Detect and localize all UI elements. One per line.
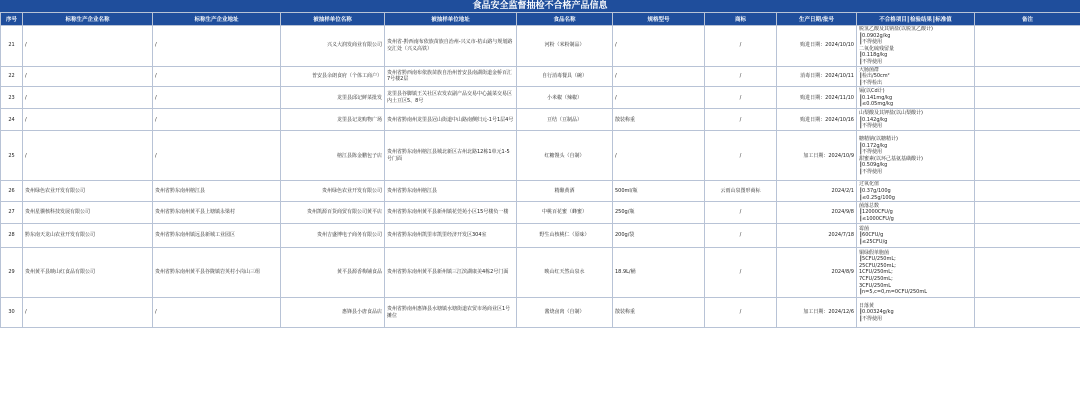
company-name: 贵州黄平县映山红食品有限公司 bbox=[23, 248, 153, 298]
brand: / bbox=[705, 131, 777, 181]
remarks bbox=[975, 224, 1080, 248]
food-name: 精酿黄酒 bbox=[517, 181, 613, 202]
sampled-unit: 兴义大润发商业有限公司 bbox=[281, 26, 385, 67]
header-sampled-address: 被抽样单位地址 bbox=[385, 13, 517, 26]
row-number: 29 bbox=[1, 248, 23, 298]
production-date: 2024/8/9 bbox=[777, 248, 857, 298]
spec: 250g/瓶 bbox=[613, 202, 705, 224]
company-name: / bbox=[23, 131, 153, 181]
company-address: / bbox=[153, 66, 281, 87]
spec: / bbox=[613, 131, 705, 181]
page-title: 食品安全监督抽检不合格产品信息 bbox=[0, 0, 1080, 12]
sampled-address: 龙里县谷脚镇王关社区农发农副产品交易中心蔬菜交易区内土豆区5、8号 bbox=[385, 87, 517, 109]
company-name: / bbox=[23, 109, 153, 131]
table-row bbox=[1, 298, 1080, 328]
row-number: 27 bbox=[1, 202, 23, 224]
company-address: 贵州省黔东南州黄平县谷陇镇岩英村小岗山三组 bbox=[153, 248, 281, 298]
spec: / bbox=[613, 66, 705, 87]
sampled-unit: 贵州吉盛博电子商务有限公司 bbox=[281, 224, 385, 248]
company-address: / bbox=[153, 298, 281, 328]
unqualified-result: 霉菌 ║60CFU/g ║≤25CFU/g bbox=[857, 224, 975, 248]
row-number: 22 bbox=[1, 66, 23, 87]
row-number: 26 bbox=[1, 181, 23, 202]
inspection-table bbox=[0, 12, 1080, 328]
sampled-unit: 龙里县邱记鲜菜批发 bbox=[281, 87, 385, 109]
header-unqualified-items: 不合格项目║检验结果║标准值 bbox=[857, 13, 975, 26]
sampled-unit: 龙里县记龙购物广场 bbox=[281, 109, 385, 131]
header-remarks: 备注 bbox=[975, 13, 1080, 26]
production-date: 加工日期：2024/12/6 bbox=[777, 298, 857, 328]
unqualified-result: 脱氢乙酸及其钠盐(以脱氢乙酸计) ║0.0902g/kg ║不得使用 二氧化硫残留量 ║0.118g/kg ║不得使用 bbox=[857, 26, 975, 67]
brand: / bbox=[705, 66, 777, 87]
food-name: 野生山核桃仁（原味） bbox=[517, 224, 613, 248]
food-name: 小米椒（辣椒） bbox=[517, 87, 613, 109]
table-row bbox=[1, 248, 1080, 298]
brand: / bbox=[705, 26, 777, 67]
production-date: 购进日期：2024/10/16 bbox=[777, 109, 857, 131]
company-name: 贵州绿色农业开发有限公司 bbox=[23, 181, 153, 202]
sampled-unit: 贵州凯源百货商贸有限公司黄平店 bbox=[281, 202, 385, 224]
production-date: 购进日期：2024/10/10 bbox=[777, 26, 857, 67]
remarks bbox=[975, 298, 1080, 328]
unqualified-result: 大肠菌群 ║检出/50cm² ║不得检出 bbox=[857, 66, 975, 87]
sampled-unit: 贵州绿色农业开发有限公司 bbox=[281, 181, 385, 202]
production-date: 购进日期：2024/11/10 bbox=[777, 87, 857, 109]
food-name: 自行消毒餐具（碗） bbox=[517, 66, 613, 87]
sampled-unit: 普安县余朗食府（个体工商户） bbox=[281, 66, 385, 87]
table-row bbox=[1, 26, 1080, 67]
header-no: 序号 bbox=[1, 13, 23, 26]
production-date: 2024/9/8 bbox=[777, 202, 857, 224]
header-spec: 规格型号 bbox=[613, 13, 705, 26]
sampled-address: 贵州省黔西南布依族苗族自治州普安县南湖街道金桥百汇7号楼2层 bbox=[385, 66, 517, 87]
company-address: 贵州省黔东南州镇远县新城工业园区 bbox=[153, 224, 281, 248]
sampled-address: 贵州省黔东南州黄平县新州镇三江滨湖康美4栋2号门面 bbox=[385, 248, 517, 298]
food-name: 豆结（豆制品） bbox=[517, 109, 613, 131]
remarks bbox=[975, 87, 1080, 109]
company-name: 贵州星骥核科技发展有限公司 bbox=[23, 202, 153, 224]
sampled-address: 贵州省-黔西南布依族苗族自治州-兴义市-桔山路与规划路交汇处（兴义高铁） bbox=[385, 26, 517, 67]
spec: 500ml/瓶 bbox=[613, 181, 705, 202]
brand: / bbox=[705, 87, 777, 109]
production-date: 2024/7/18 bbox=[777, 224, 857, 248]
unqualified-result: 过氧化值 ║0.37g/100g ║≤0.25g/100g bbox=[857, 181, 975, 202]
header-company-address: 标称生产企业地址 bbox=[153, 13, 281, 26]
food-name: 红糖馒头（自制） bbox=[517, 131, 613, 181]
company-address: / bbox=[153, 26, 281, 67]
spec: 200g/袋 bbox=[613, 224, 705, 248]
unqualified-result: 山梨酸及其钾盐(以山梨酸计) ║0.142g/kg ║不得使用 bbox=[857, 109, 975, 131]
spec: 18.9L/桶 bbox=[613, 248, 705, 298]
food-name: 河粉（米粉制品） bbox=[517, 26, 613, 67]
food-name: 映山红天然山泉水 bbox=[517, 248, 613, 298]
table-row bbox=[1, 87, 1080, 109]
sampled-address: 贵州省黔东南州凯里市凯里经济开发区304室 bbox=[385, 224, 517, 248]
remarks bbox=[975, 248, 1080, 298]
company-name: / bbox=[23, 66, 153, 87]
company-address: / bbox=[153, 131, 281, 181]
production-date: 2024/2/1 bbox=[777, 181, 857, 202]
brand: 云雨山泉图形商标 bbox=[705, 181, 777, 202]
company-address: 贵州省黔东南州黄平县上塘镇永梁村 bbox=[153, 202, 281, 224]
header-sampled-unit: 被抽样单位名称 bbox=[281, 13, 385, 26]
header-production-date: 生产日期/批号 bbox=[777, 13, 857, 26]
spec: / bbox=[613, 26, 705, 67]
header-brand: 商标 bbox=[705, 13, 777, 26]
row-number: 21 bbox=[1, 26, 23, 67]
brand: / bbox=[705, 224, 777, 248]
sampled-unit: 惠锋县小唐食品店 bbox=[281, 298, 385, 328]
header-row bbox=[1, 13, 1080, 26]
brand: / bbox=[705, 248, 777, 298]
production-date: 加工日期：2024/10/9 bbox=[777, 131, 857, 181]
company-name: / bbox=[23, 87, 153, 109]
sampled-address: 贵州省黔东南州榕江县 bbox=[385, 181, 517, 202]
unqualified-result: 镉(以Cd计) ║0.141mg/kg ║≤0.05mg/kg bbox=[857, 87, 975, 109]
remarks bbox=[975, 202, 1080, 224]
brand: / bbox=[705, 298, 777, 328]
unqualified-result: 糖精钠(以糖精计) ║0.172g/kg ║不得使用 甜蜜素(以环己基氨基磺酸计) ║0.509g/kg ║不得使用 bbox=[857, 131, 975, 181]
unqualified-result: 铜绿假单胞菌 ║5CFU/250mL; 25CFU/250mL; 1CFU/250mL; 7CFU/250mL; 3CFU/250mL ║n=5,c=0,m=0CFU/250mL bbox=[857, 248, 975, 298]
food-name: 酱烧卤肉（自制） bbox=[517, 298, 613, 328]
sampled-address: 贵州省黔南州惠锋县水塘镇水塘街道农贸市场商业区1号摊位 bbox=[385, 298, 517, 328]
production-date: 消毒日期：2024/10/11 bbox=[777, 66, 857, 87]
table-row bbox=[1, 181, 1080, 202]
company-name: 黔东南天龙山农业开发有限公司 bbox=[23, 224, 153, 248]
remarks bbox=[975, 109, 1080, 131]
row-number: 24 bbox=[1, 109, 23, 131]
table-row bbox=[1, 224, 1080, 248]
unqualified-result: 菌落总数 ║12000CFU/g ║≤1000CFU/g bbox=[857, 202, 975, 224]
company-name: / bbox=[23, 298, 153, 328]
spec: 散装称重 bbox=[613, 109, 705, 131]
table-row bbox=[1, 202, 1080, 224]
unqualified-result: 日落黄 ║0.00324g/kg ║不得使用 bbox=[857, 298, 975, 328]
row-number: 25 bbox=[1, 131, 23, 181]
company-address: / bbox=[153, 109, 281, 131]
sampled-address: 贵州省黔东南州黄平县新州镇花莞苑小区15号楼负一楼 bbox=[385, 202, 517, 224]
remarks bbox=[975, 131, 1080, 181]
sampled-unit: 黄平县源香梅铺食品 bbox=[281, 248, 385, 298]
company-address: / bbox=[153, 87, 281, 109]
spec: / bbox=[613, 87, 705, 109]
header-company: 标称生产企业名称 bbox=[23, 13, 153, 26]
spec: 散装称重 bbox=[613, 298, 705, 328]
table-row bbox=[1, 109, 1080, 131]
table-row bbox=[1, 131, 1080, 181]
brand: / bbox=[705, 109, 777, 131]
remarks bbox=[975, 26, 1080, 67]
row-number: 30 bbox=[1, 298, 23, 328]
table-row bbox=[1, 66, 1080, 87]
brand: / bbox=[705, 202, 777, 224]
remarks bbox=[975, 181, 1080, 202]
row-number: 28 bbox=[1, 224, 23, 248]
remarks bbox=[975, 66, 1080, 87]
company-address: 贵州省黔东南州榕江县 bbox=[153, 181, 281, 202]
header-food-name: 食品名称 bbox=[517, 13, 613, 26]
sampled-address: 贵州省黔南州龙里县冠山街道中山路南侧归元-1号1层4号 bbox=[385, 109, 517, 131]
row-number: 23 bbox=[1, 87, 23, 109]
sampled-unit: 榕江县陈金鹏包子店 bbox=[281, 131, 385, 181]
food-name: 中桃百花蜜（蜂蜜） bbox=[517, 202, 613, 224]
sampled-address: 贵州省黔东南州榕江县城北新区古州北路12栋1单元1-5号门面 bbox=[385, 131, 517, 181]
company-name: / bbox=[23, 26, 153, 67]
